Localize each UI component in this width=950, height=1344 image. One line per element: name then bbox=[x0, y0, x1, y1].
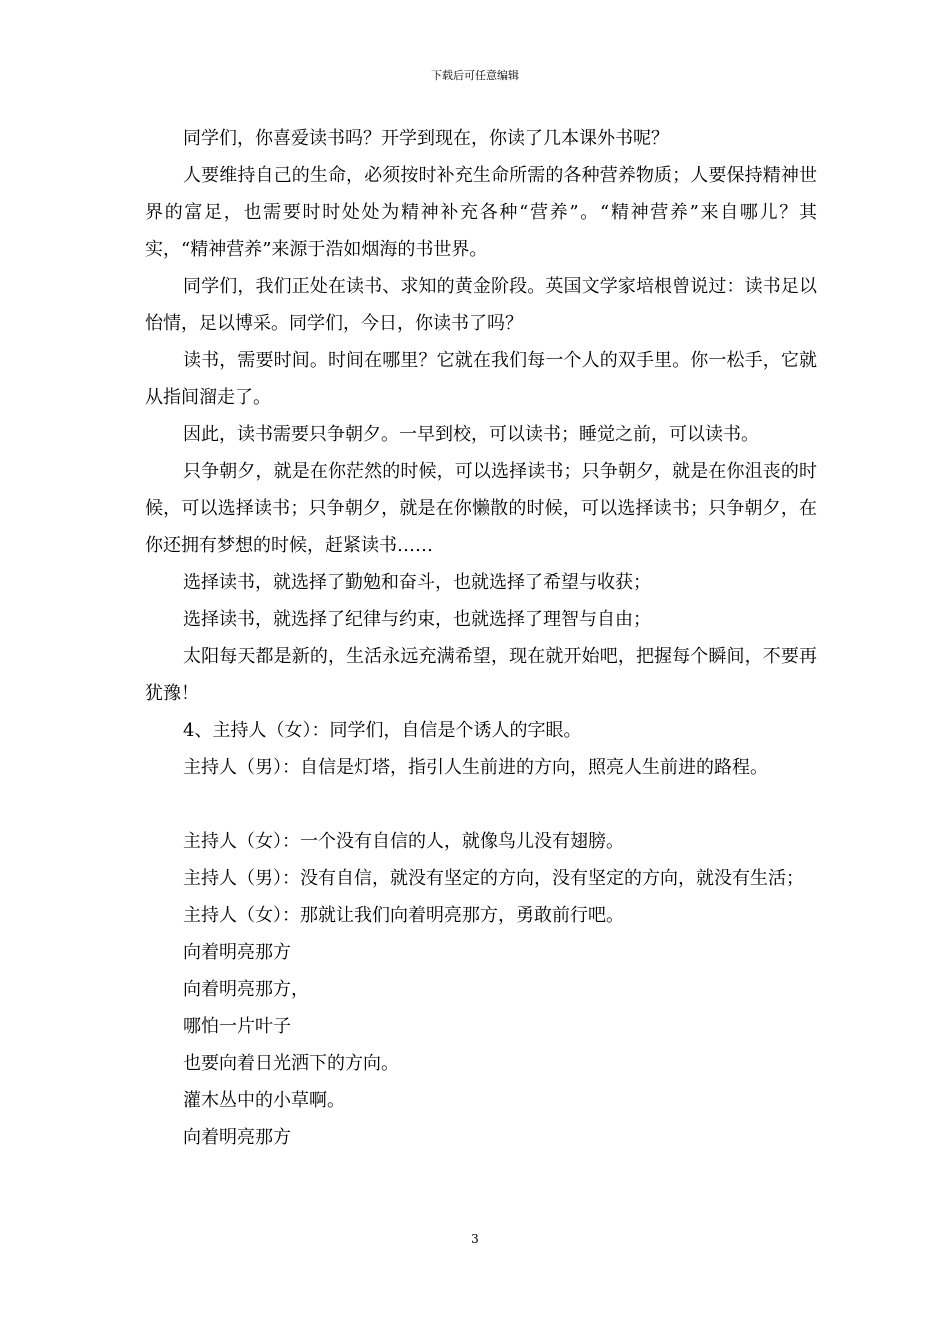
paragraph: 主持人（男）：没有自信，就没有坚定的方向，没有坚定的方向，就没有生活； bbox=[183, 868, 804, 889]
paragraph: 选择读书，就选择了勤勉和奋斗，也就选择了希望与收获； bbox=[183, 572, 651, 593]
poem-line: 向着明亮那方， bbox=[183, 979, 309, 1000]
paragraph: 选择读书，就选择了纪律与约束，也就选择了理智与自由； bbox=[183, 609, 651, 630]
paragraph: 只争朝夕，就是在你茫然的时候，可以选择读书；只争朝夕，就是在你沮丧的时候，可以选择读书；只争朝夕，就是在你懒散的时候，可以选择读书；只争朝夕，在你还拥有梦想的时候，赶紧读书…… bbox=[145, 461, 817, 556]
paragraph: 太阳每天都是新的，生活永远充满希望，现在就开始吧，把握每个瞬间，不要再犹豫！ bbox=[145, 646, 817, 704]
poem-line: 向着明亮那方 bbox=[183, 1127, 291, 1148]
paragraph: 读书，需要时间。时间在哪里？它就在我们每一个人的双手里。你一松手，它就从指间溜走了。 bbox=[145, 350, 817, 408]
paragraph: 因此，读书需要只争朝夕。一早到校，可以读书；睡觉之前，可以读书。 bbox=[183, 424, 759, 445]
paragraph: 人要维持自己的生命，必须按时补充生命所需的各种营养物质；人要保持精神世界的富足，也需要时时处处为精神补充各种“营养”。“精神营养”来自哪儿？其实，“精神营养”来源于浩如烟海的书世界。 bbox=[145, 165, 817, 260]
paragraph: 主持人（女）：一个没有自信的人，就像鸟儿没有翅膀。 bbox=[183, 831, 624, 852]
paragraph: 同学们，你喜爱读书吗？开学到现在，你读了几本课外书呢？ bbox=[183, 128, 669, 149]
poem-line: 哪怕一片叶子 bbox=[183, 1016, 291, 1037]
document-body bbox=[145, 120, 817, 1156]
paragraph: 4、主持人（女）：同学们，自信是个诱人的字眼。 bbox=[183, 720, 582, 741]
poem-line: 向着明亮那方 bbox=[183, 942, 291, 963]
page-header: 下载后可任意编辑 bbox=[431, 69, 519, 82]
poem-line: 灌木丛中的小草啊。 bbox=[183, 1090, 345, 1111]
paragraph: 同学们，我们正处在读书、求知的黄金阶段。英国文学家培根曾说过：读书足以怡情，足以博采。同学们，今日，你读书了吗？ bbox=[145, 276, 817, 334]
blank-line bbox=[145, 786, 817, 823]
paragraph: 主持人（女）：那就让我们向着明亮那方，勇敢前行吧。 bbox=[183, 905, 624, 926]
paragraph: 主持人（男）：自信是灯塔，指引人生前进的方向，照亮人生前进的路程。 bbox=[183, 757, 768, 778]
poem-line: 也要向着日光洒下的方向。 bbox=[183, 1053, 399, 1074]
page-number: 3 bbox=[471, 1232, 479, 1246]
